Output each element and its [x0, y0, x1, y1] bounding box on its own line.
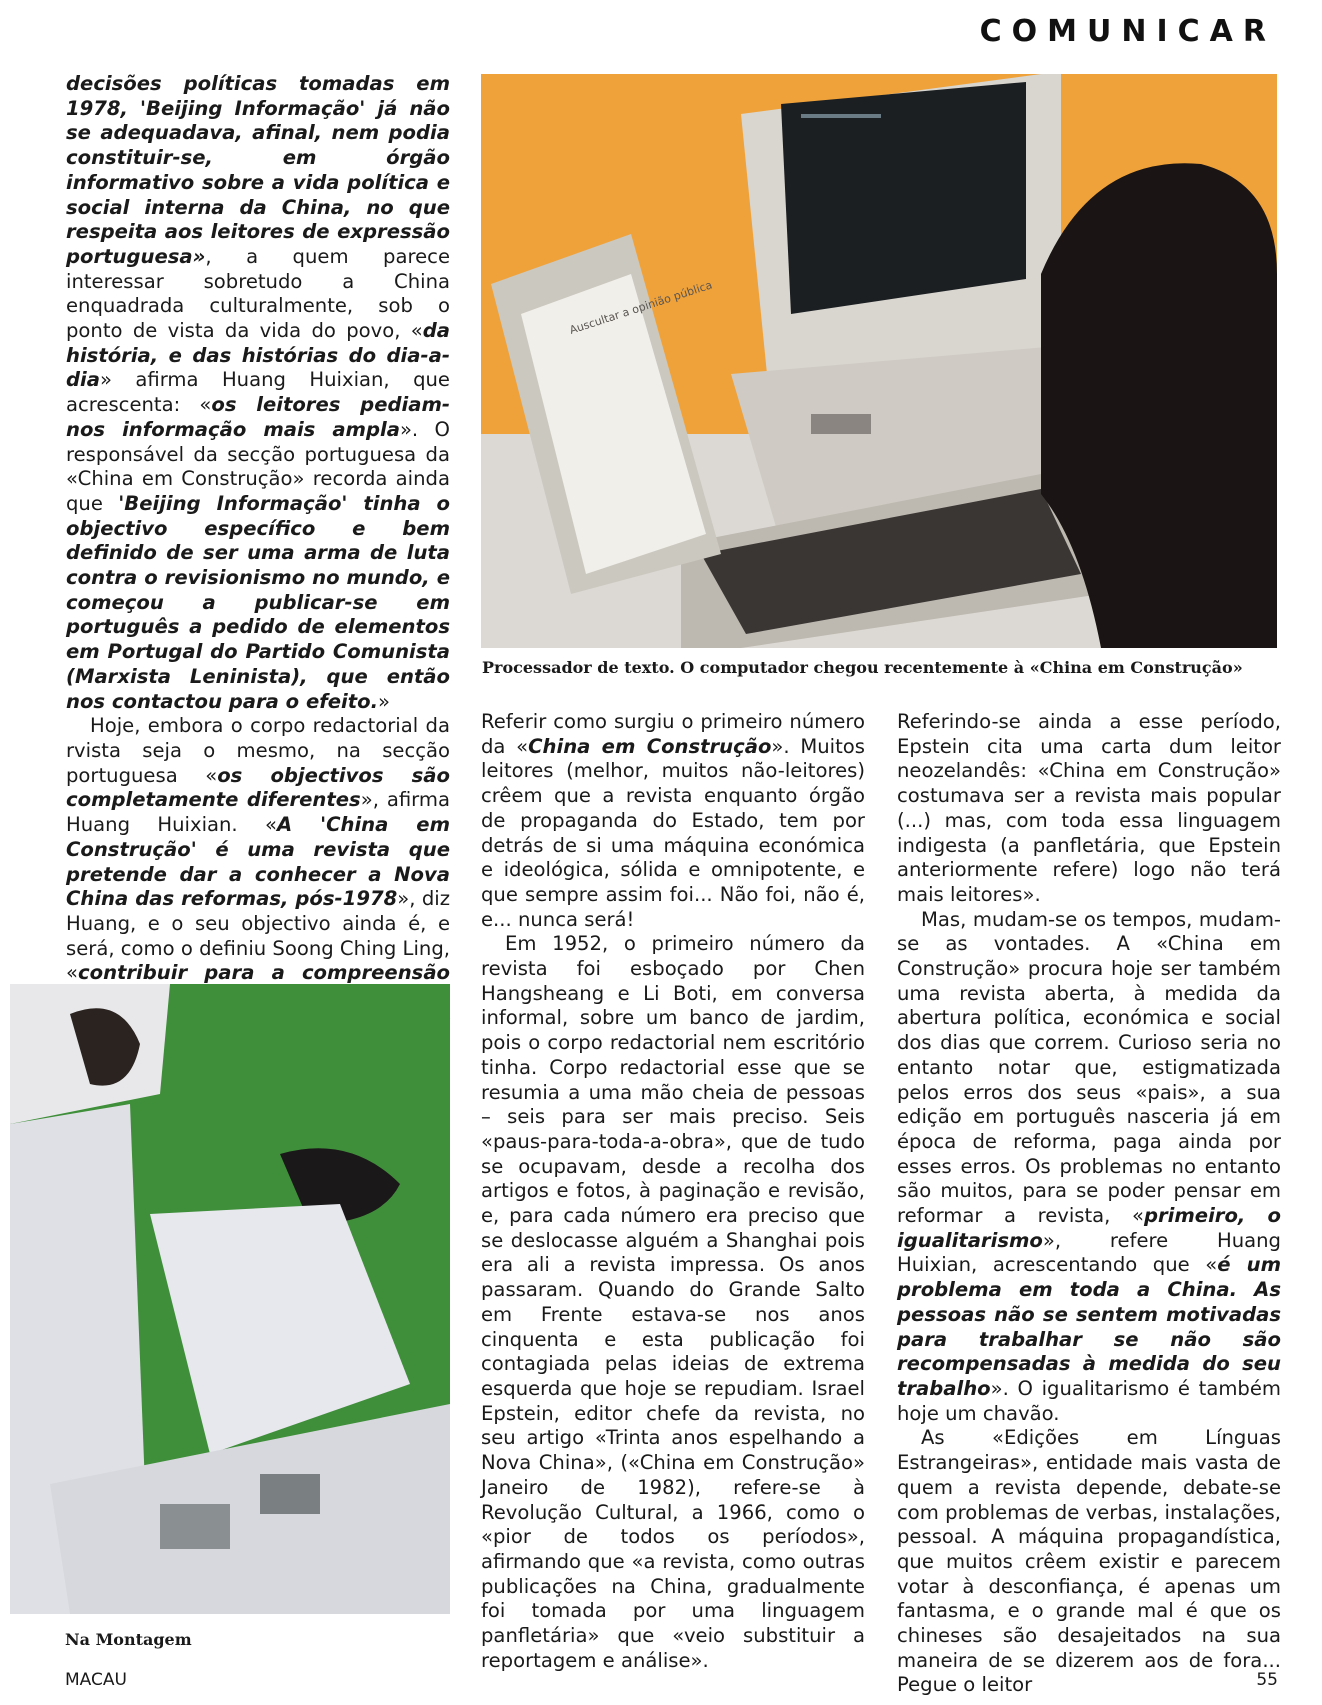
text-run: ». O igualitarismo é também hoje um chavão. [897, 1376, 1281, 1425]
emphasized-quote: da história, e das histórias do dia-a-dia [66, 319, 450, 392]
emphasized-quote: os objectivos são completamente diferentes [66, 763, 450, 812]
text-run: Em 1952, o primeiro número da revista foi esboçado por Chen Hangsheang e Li Boti, em conversa informal, sobre um banco de jardim, pois o corpo redactorial nem escritório tinha. Corpo redactorial esse que se resumia a uma mão cheia de pessoas – seis para ser mais preciso. Seis «paus-para-toda-a-obra», que de tudo se ocupavam, desde a recolha dos artigos e fotos, à paginação e revisão, e, para cada número era preciso que se deslocasse alguém a Shanghai pois era ali a revista impressa. Os anos passaram. Quando do Grande Salto em Frente estava-se nos anos cinquenta e esta publicação foi contagiada pelas ideias de extrema esquerda que hoje se repudiam. Israel Epstein, editor chefe da revista, no seu artigo «Trinta anos espelhando a Nova China», («China em Construção» Janeiro de 1982), refere-se à Revolução Cultural, a 1966, como o «pior de todos os períodos», afirmando que «a revista, como outras publicações na China, gradualmente foi tomada por uma linguagem panfletária» que «veio substituir a reportagem e análise». [481, 932, 865, 1672]
text-column-middle [481, 710, 865, 1673]
text-run: ». O responsável da secção portuguesa da «China em Construção» recorda ainda que [66, 417, 450, 515]
emphasized-quote: primeiro, o igualitarismo [897, 1204, 1282, 1252]
text-run: As «Edições em Línguas Estrangeiras», entidade mais vasta de quem a revista depende, debate-se com problemas de verbas, instalações, pessoal. A máquina propagandística, que muitos crêem existir e parecem votar à desconfiança, é apenas um fantasma, e o grande mal é que os chineses são desajeitados na sua maneira de se dizerem aos de fora... Pegue o leitor [897, 1426, 1281, 1697]
paragraph [66, 72, 450, 714]
text-run: Referindo-se ainda a esse período, Epstein cita uma carta dum leitor neozelandês: «China em Construção» costumava ser a revista mais popular (...) mas, com toda essa linguagem indigesta (a panfletária, que Epstein anteriormente refere) logo não terá mais leitores». [897, 710, 1281, 906]
emphasized-quote: decisões políticas tomadas em 1978, 'Beijing Informação' já não se adequadava, afinal, nem podia constituir-se, em órgão informativo sobre a vida política e social interna da China, no que respeita aos leitores de expressão portuguesa» [66, 72, 450, 268]
paragraph [481, 932, 865, 1673]
emphasized-quote: os leitores pediam-nos informação mais ampla [66, 393, 450, 441]
text-run: », afirma Huang Huixian. « [66, 788, 450, 837]
paste-up-sheet [160, 1504, 230, 1549]
paragraph [897, 908, 1281, 1427]
emphasized-quote: contribuir para a compreensão [78, 961, 450, 985]
text-run: », diz Huang, e o seu objectivo ainda é, e será, como o definiu Soong Ching Ling, « [66, 887, 450, 985]
photo-caption-bottom: Na Montagem [65, 1630, 192, 1649]
word-processor-illustration [481, 74, 1277, 648]
emphasized-quote: A 'China em Construção' é uma revista que pretende dar a conhecer a Nova China das reformas, pós-1978 [66, 813, 451, 911]
emphasized-quote: é um problema em toda a China. As pessoas não se sentem motivadas para trabalhar se não são recompensadas à medida do seu trabalho [897, 1253, 1281, 1400]
document-title: Auscultar a opinião pública [567, 278, 714, 337]
paragraph [897, 1426, 1281, 1698]
paragraph [481, 710, 865, 932]
emphasized-quote: 'Beijing Informação' tinha o objectivo específico e bem definido de ser uma arma de luta contra o revisionismo no mundo, e começou a publicar-se em português a pedido de elementos em Portugal do Partido Comunista (Marxista Leninista), que então nos contactou para o efeito. [66, 491, 450, 713]
text-run: » afirma Huang Huixian, que acrescenta: « [66, 368, 450, 417]
paragraph [897, 710, 1281, 908]
disk-drive [811, 414, 871, 434]
photo-montage [10, 984, 450, 1614]
emphasized-quote: China em Construção [528, 734, 772, 758]
photo-word-processor [481, 74, 1277, 648]
text-run: Referir como surgiu o primeiro número da « [481, 710, 865, 758]
text-column-right [897, 710, 1281, 1698]
text-run: Hoje, embora o corpo redactorial da rvista seja o mesmo, na secção portuguesa « [66, 714, 450, 787]
text-run: », refere Huang Huixian, acrescentando que « [897, 1228, 1281, 1277]
section-title: COMUNICAR [979, 14, 1276, 49]
photo-caption-top: Processador de texto. O computador chegou recentemente à «China em Construção» [482, 658, 1243, 677]
screen-text-line [801, 114, 881, 118]
text-run: Mas, mudam-se os tempos, mudam-se as vontades. A «China em Construção» procura hoje ser também uma revista aberta, à medida da abertura política, económica e social dos dias que correm. Curioso seria no entanto notar que, estigmatizada pelos erros dos seus «pais», a sua edição em português nasceria já em época de reforma, paga ainda por esses erros. Os problemas no entanto são muitos, para se poder pensar em reformar a revista, « [897, 907, 1281, 1228]
page-number: 55 [1256, 1670, 1278, 1690]
text-run: , a quem parece interessar sobretudo a China enquadrada culturalmente, sob o ponto de vista da vida do povo, « [66, 244, 450, 343]
footer-magazine: MACAU [65, 1670, 127, 1690]
text-run: ». Muitos leitores (melhor, muitos não-leitores) crêem que a revista enquanto órgão de propaganda do Estado, tem por detrás de si uma máquina económica e ideológica, sólida e omnipotente, e que sempre assim foi... Não foi, não é, e... nunca será! [481, 734, 865, 931]
paste-up-sheet-2 [260, 1474, 320, 1514]
text-run: » [378, 689, 391, 713]
montage-illustration [10, 984, 450, 1614]
text-column-left [66, 72, 450, 1110]
